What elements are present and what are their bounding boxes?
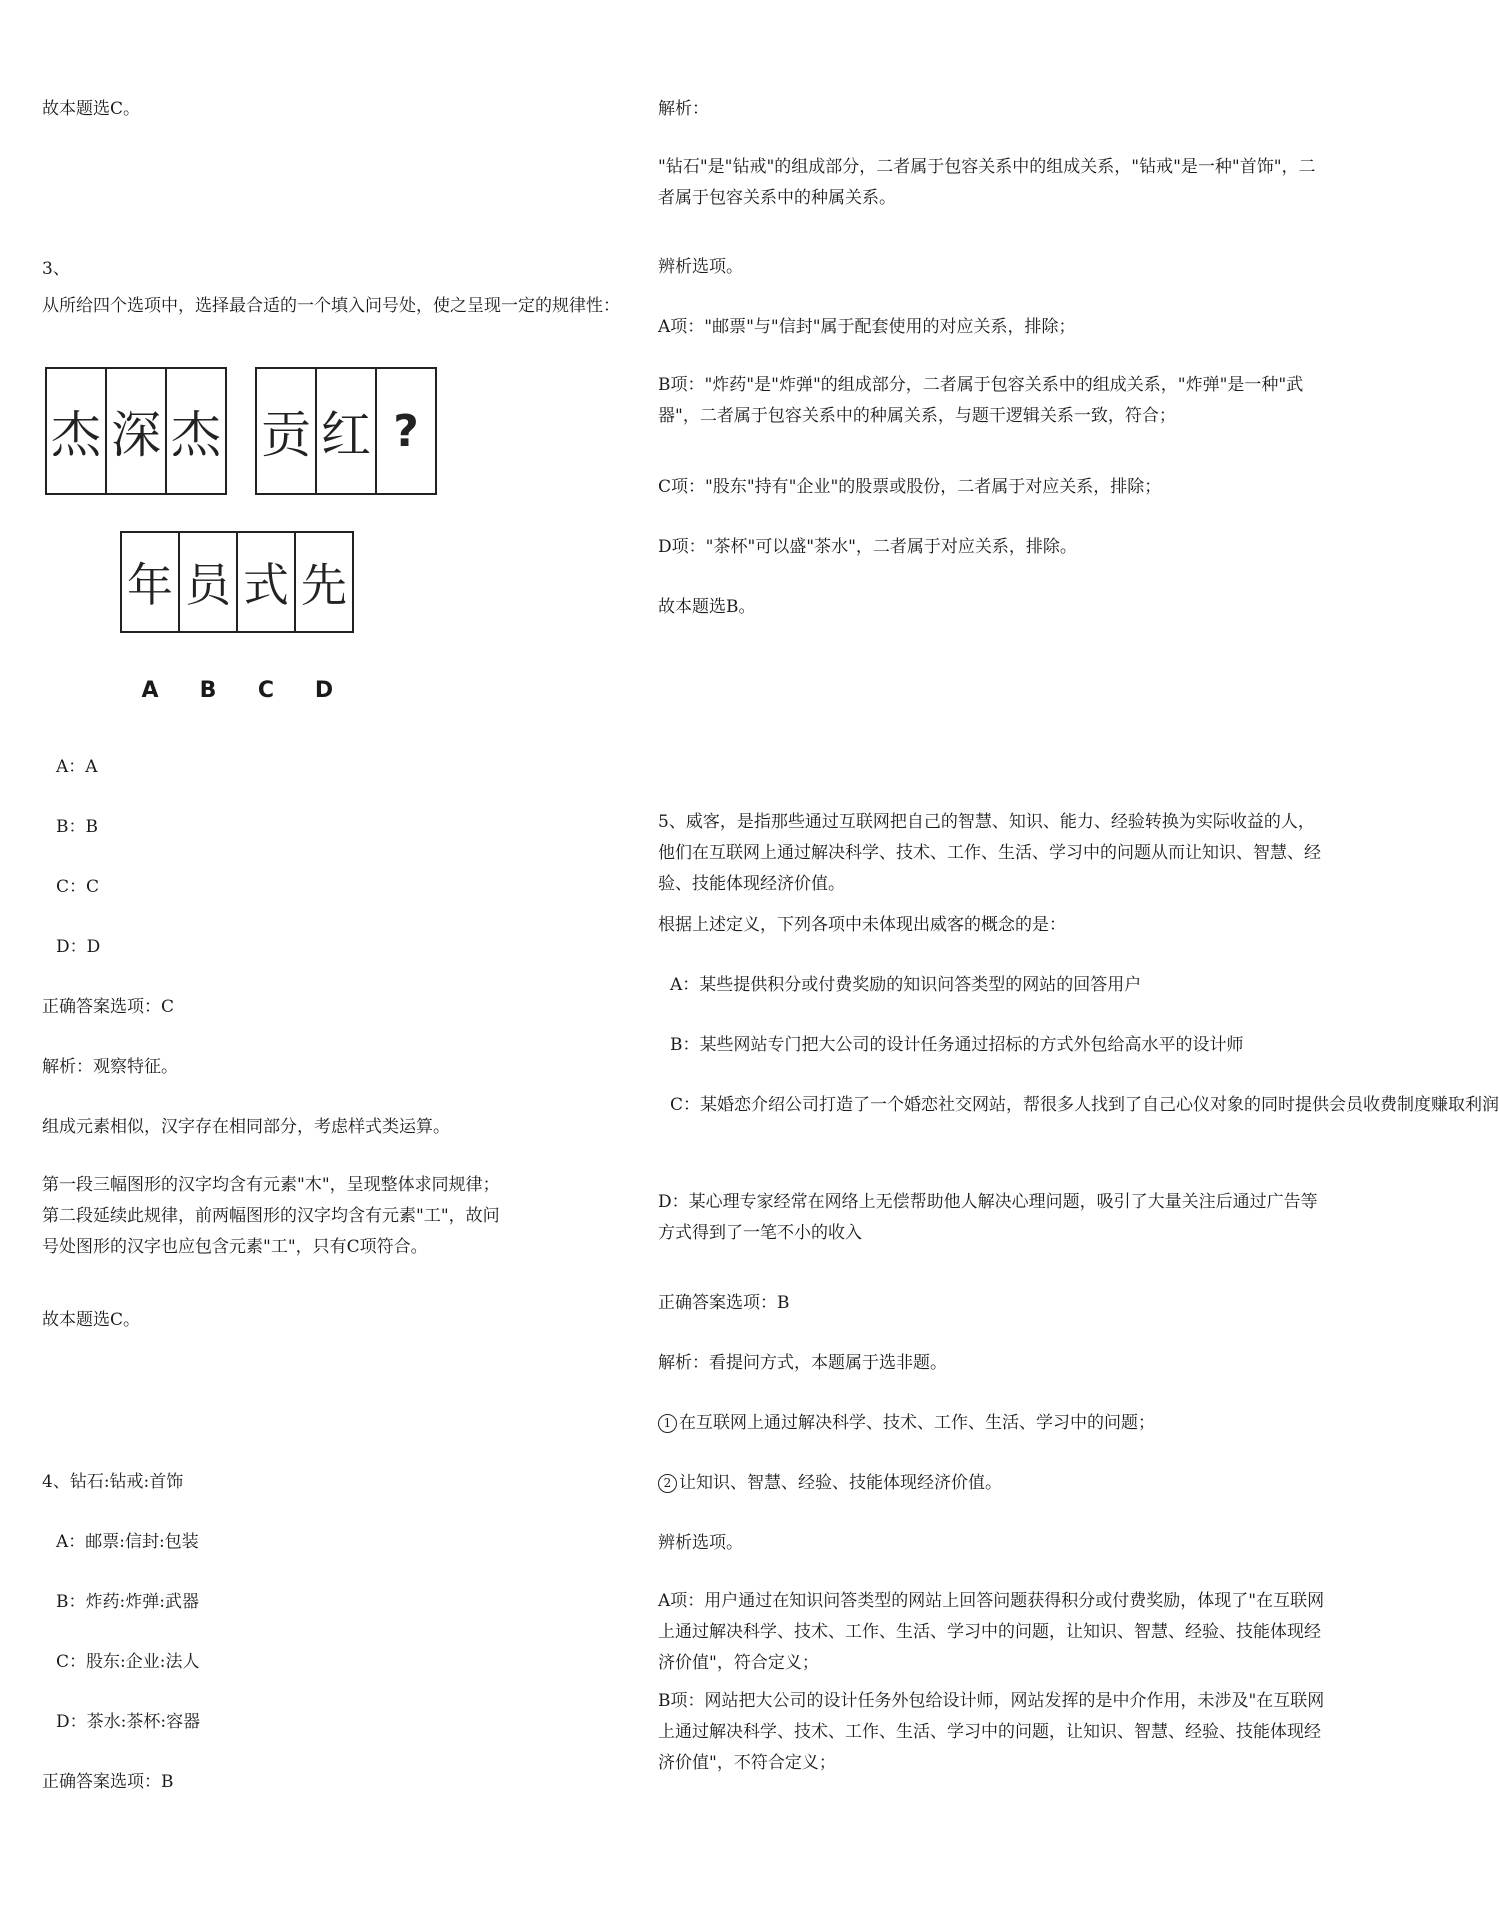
conclusion-text: 故本题选C。 — [42, 1310, 141, 1330]
question-stem: 5、威客，是指那些通过互联网把自己的智慧、知识、能力、经验转换为实际收益的人，他们在互联网上通过解决科学、技术、工作、生活、学习中的问题从而让知识、智慧、经验、技能体现经济价值。 — [658, 812, 1321, 894]
option-d: D：茶水:茶杯:容器 — [56, 1712, 201, 1732]
analysis-text: 组成元素相似，汉字存在相同部分，考虑样式类运算。 — [42, 1117, 450, 1137]
analysis-text: 辨析选项。 — [658, 1533, 743, 1553]
question-mark-cell: ? — [393, 405, 419, 457]
figure-cell: 员 — [180, 533, 238, 631]
answer-label: D — [314, 678, 334, 703]
option-c: C：股东:企业:法人 — [56, 1652, 200, 1672]
analysis-point-2 — [658, 1473, 1002, 1493]
analysis-option-d: D项："茶杯"可以盛"茶水"，二者属于对应关系，排除。 — [658, 537, 1077, 557]
option-d: D：某心理专家经常在网络上无偿帮助他人解决心理问题，吸引了大量关注后通过广告等方式得到了一笔不小的收入 — [658, 1192, 1318, 1243]
option-c: C：某婚恋介绍公司打造了一个婚恋社交网站，帮很多人找到了自己心仪对象的同时提供会员收费制度赚取利润 — [670, 1095, 1499, 1115]
figure-answer-options — [120, 531, 354, 633]
figure-answer-labels — [121, 678, 353, 703]
correct-answer: 正确答案选项：B — [42, 1772, 174, 1792]
question-number: 3、 — [42, 259, 70, 279]
figure-cell: 杰 — [171, 406, 221, 464]
correct-answer: 正确答案选项：C — [42, 997, 175, 1017]
analysis-text: 辨析选项。 — [658, 257, 743, 277]
analysis-option-a: A项：用户通过在知识问答类型的网站上回答问题获得积分或付费奖励，体现了"在互联网上通过解决科学、技术、工作、生活、学习中的问题，让知识、智慧、经验、技能体现经济价值"，符合定义； — [658, 1591, 1325, 1673]
correct-answer: 正确答案选项：B — [658, 1293, 790, 1313]
analysis-point-text: 让知识、智慧、经验、技能体现经济价值。 — [679, 1473, 1002, 1493]
option-a: A：某些提供积分或付费奖励的知识问答类型的网站的回答用户 — [670, 975, 1142, 995]
analysis-option-a: A项："邮票"与"信封"属于配套使用的对应关系，排除； — [658, 317, 1076, 337]
answer-label: B — [199, 678, 217, 703]
figure-cell: 先 — [301, 558, 347, 612]
analysis-paragraph: 第一段三幅图形的汉字均含有元素"木"，呈现整体求同规律；第二段延续此规律，前两幅图形的汉字均含有元素"工"，故问号处图形的汉字也应包含元素"工"，只有C项符合。 — [42, 1175, 500, 1257]
question-stem: 从所给四个选项中，选择最合适的一个填入问号处，使之呈现一定的规律性： — [42, 296, 620, 316]
question-stem: 4、钻石:钻戒:首饰 — [42, 1472, 184, 1492]
figure-cell: 杰 — [47, 369, 107, 493]
analysis-option-b: B项："炸药"是"炸弹"的组成部分，二者属于包容关系中的组成关系，"炸弹"是一种"武器"，二者属于包容关系中的种属关系，与题干逻辑关系一致，符合； — [658, 375, 1304, 426]
analysis-option-b: B项：网站把大公司的设计任务外包给设计师，网站发挥的是中介作用，未涉及"在互联网上通过解决科学、技术、工作、生活、学习中的问题，让知识、智慧、经验、技能体现经济价值"，不符合定义； — [658, 1691, 1325, 1773]
answer-label: C — [257, 678, 275, 703]
analysis-point-text: 在互联网上通过解决科学、技术、工作、生活、学习中的问题； — [679, 1413, 1155, 1433]
question-prompt: 根据上述定义，下列各项中未体现出威客的概念的是： — [658, 915, 1066, 935]
figure-group-1 — [45, 367, 227, 495]
analysis-text: 解析：看提问方式，本题属于选非题。 — [658, 1353, 947, 1373]
option-d: D：D — [56, 937, 101, 957]
figure-cell: 式 — [238, 533, 296, 631]
figure-cell: 年 — [122, 533, 180, 631]
conclusion-text: 故本题选C。 — [42, 99, 141, 119]
analysis-text: 解析：观察特征。 — [42, 1057, 178, 1077]
option-a: A：邮票:信封:包装 — [56, 1532, 199, 1552]
analysis-option-c: C项："股东"持有"企业"的股票或股份，二者属于对应关系，排除； — [658, 477, 1162, 497]
analysis-paragraph: "钻石"是"钻戒"的组成部分，二者属于包容关系中的组成关系，"钻戒"是一种"首饰"，二者属于包容关系中的种属关系。 — [658, 157, 1316, 208]
option-b: B：B — [56, 817, 98, 837]
analysis-point-1 — [658, 1413, 1155, 1433]
conclusion-text: 故本题选B。 — [658, 597, 756, 617]
analysis-heading: 解析： — [658, 99, 709, 119]
option-c: C：C — [56, 877, 100, 897]
circled-number-1: 1 — [658, 1414, 677, 1433]
figure-cell: 贡 — [257, 369, 317, 493]
figure-cell: 深 — [107, 369, 167, 493]
option-a: A：A — [56, 757, 98, 777]
option-b: B：某些网站专门把大公司的设计任务通过招标的方式外包给高水平的设计师 — [670, 1035, 1244, 1055]
option-b: B：炸药:炸弹:武器 — [56, 1592, 199, 1612]
circled-number-2: 2 — [658, 1474, 677, 1493]
figure-group-2 — [255, 367, 437, 495]
answer-label: A — [141, 678, 159, 703]
figure-cell: 红 — [317, 369, 377, 493]
